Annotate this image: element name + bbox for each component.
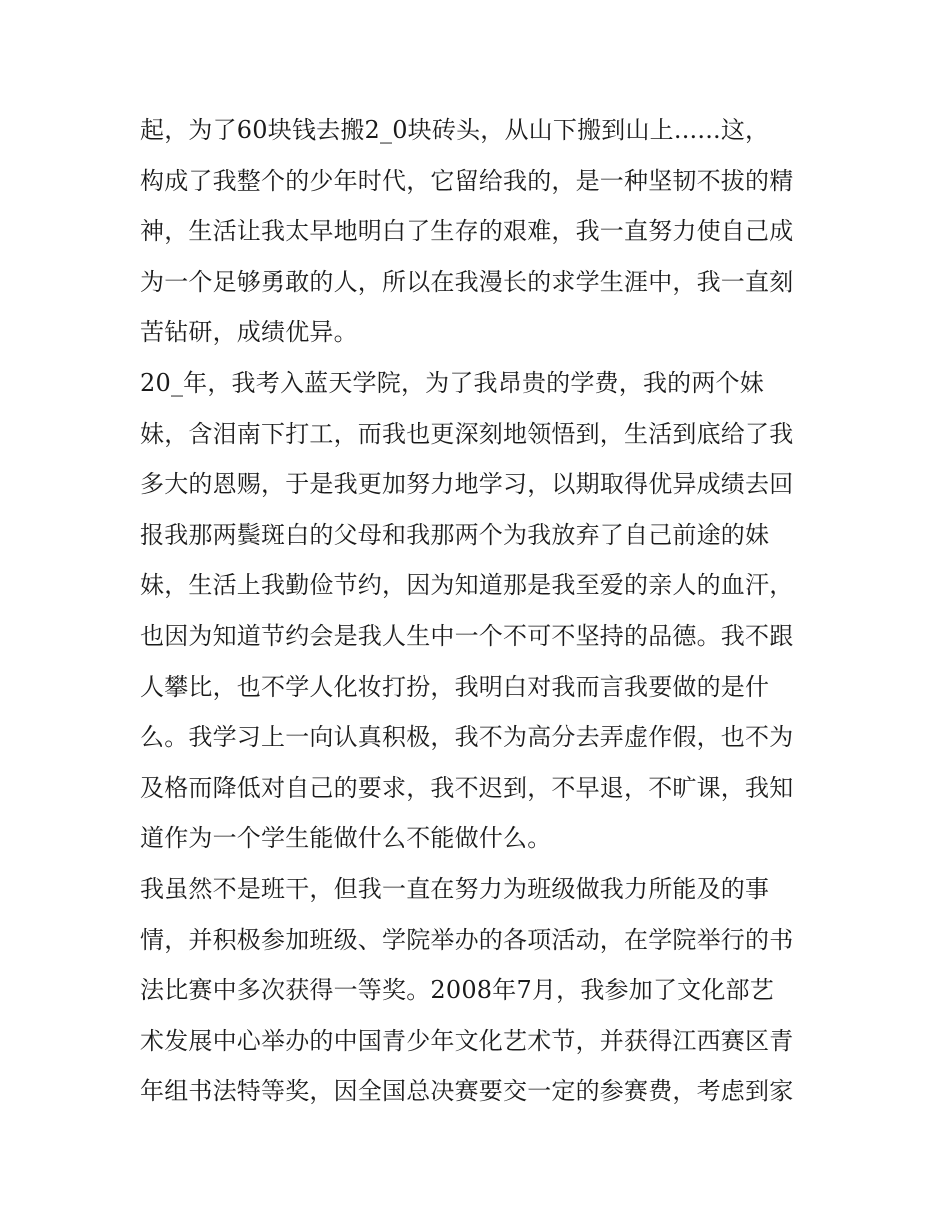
text-line: 道作为一个学生能做什么不能做什么。 xyxy=(140,824,552,853)
text-line: 及格而降低对自己的要求，我不迟到，不早退，不旷课，我知 xyxy=(140,773,794,802)
text-line: 妹，生活上我勤俭节约，因为知道那是我至爱的亲人的血汗， xyxy=(140,571,794,600)
text-line: 术发展中心举办的中国青少年文化艺术节，并获得江西赛区青 xyxy=(140,1026,794,1055)
text-line: 我虽然不是班干，但我一直在努力为班级做我力所能及的事 xyxy=(140,874,770,903)
text-line: 苦钻研，成绩优异。 xyxy=(140,318,358,347)
text-line: 也因为知道节约会是我人生中一个不可不坚持的品德。我不跟 xyxy=(140,621,794,650)
text-line: 法比赛中多次获得一等奖。2008年7月，我参加了文化部艺 xyxy=(140,976,774,1005)
text-line: 报我那两鬓斑白的父母和我那两个为我放弃了自己前途的妹 xyxy=(140,520,770,549)
text-line: 为一个足够勇敢的人，所以在我漫长的求学生涯中，我一直刻 xyxy=(140,267,794,296)
text-line: 么。我学习上一向认真积极，我不为高分去弄虚作假，也不为 xyxy=(140,723,794,752)
text-line: 情，并积极参加班级、学院举办的各项活动，在学院举行的书 xyxy=(140,925,794,954)
text-line: 构成了我整个的少年时代，它留给我的，是一种坚韧不拔的精 xyxy=(140,166,794,195)
text-line: 起，为了60块钱去搬2_0块砖头，从山下搬到山上......这， xyxy=(140,116,770,144)
text-line: 年组书法特等奖，因全国总决赛要交一定的参赛费，考虑到家 xyxy=(140,1077,794,1106)
text-line: 20_年，我考入蓝天学院，为了我昂贵的学费，我的两个妹 xyxy=(140,368,764,397)
text-line: 多大的恩赐，于是我更加努力地学习，以期取得优异成绩去回 xyxy=(140,470,794,499)
text-line: 人攀比，也不学人化妆打扮，我明白对我而言我要做的是什 xyxy=(140,672,770,701)
document-body xyxy=(140,105,815,1117)
text-line: 神，生活让我太早地明白了生存的艰难，我一直努力使自己成 xyxy=(140,217,794,246)
text-line: 妹，含泪南下打工，而我也更深刻地领悟到，生活到底给了我 xyxy=(140,419,794,448)
